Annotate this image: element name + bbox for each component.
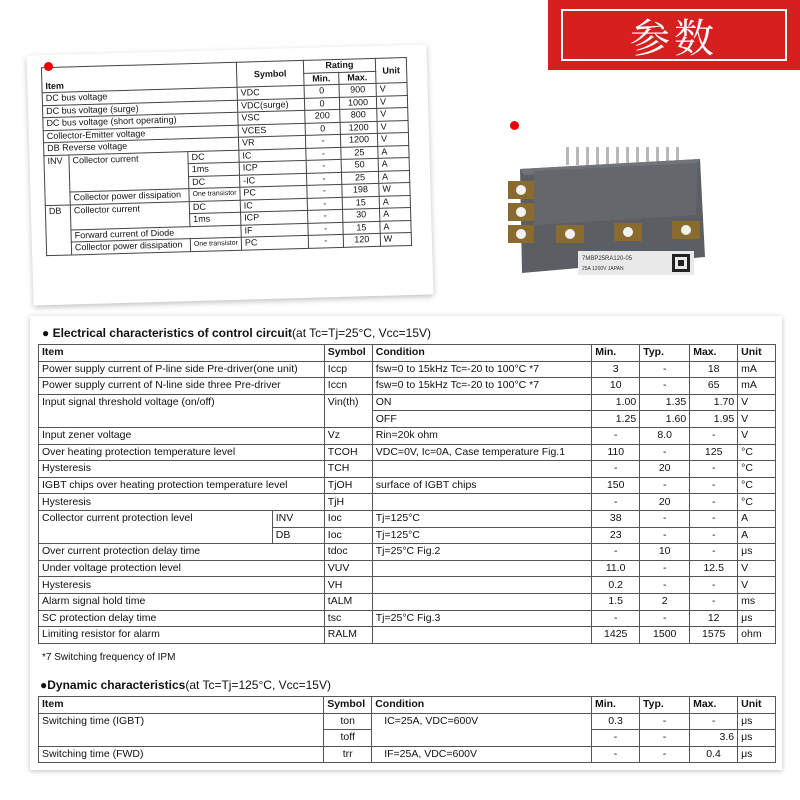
rating-row-max: 900 — [339, 83, 376, 97]
rating-row-item: DB Reverse voltage — [44, 137, 239, 155]
dyn-symbol: trr — [324, 746, 372, 763]
dyn-header-unit: Unit — [738, 697, 776, 714]
dynamic-title-cond: (at Tc=Tj=125°C, Vcc=15V) — [185, 678, 331, 692]
rating-header-item: Item — [41, 62, 237, 92]
ec-item: Hysteresis — [39, 461, 325, 478]
ec-unit: mA — [738, 361, 776, 378]
ec-item: Input zener voltage — [39, 427, 325, 444]
dyn-unit: μs — [738, 746, 776, 763]
rating-row-symbol: VSC — [238, 110, 305, 124]
rating-row-item: DC bus voltage — [42, 87, 237, 105]
ec-item: Input signal threshold voltage (on/off) — [39, 394, 325, 427]
absolute-rating-table-photo — [27, 44, 434, 305]
ec-typ: 20 — [640, 461, 690, 478]
dyn-typ: - — [640, 730, 690, 747]
rating-row-unit: V — [377, 120, 408, 133]
dyn-header-max: Max. — [690, 697, 738, 714]
table-row — [39, 610, 776, 627]
rating-inv-symbol: -IC — [239, 173, 306, 187]
rating-inv-unit: A — [378, 157, 409, 170]
rating-db-pd-max: 120 — [343, 233, 380, 247]
ec-min: - — [592, 461, 640, 478]
module-part-label: 7MBP25RA120-05 — [582, 256, 633, 262]
rating-header-unit: Unit — [375, 58, 407, 84]
ec-sub: DB — [272, 527, 324, 544]
ec-min: - — [592, 610, 640, 627]
ec-item: Over current protection delay time — [39, 544, 325, 561]
rating-header-rating: Rating — [303, 58, 375, 73]
ec-unit: V — [738, 427, 776, 444]
rating-inv-max: 25 — [341, 171, 378, 185]
ec-header-unit: Unit — [738, 345, 776, 362]
ec-max: 1.70 — [690, 394, 738, 411]
ec-max: 1575 — [690, 627, 738, 644]
ec-symbol: TCOH — [324, 444, 372, 461]
ec-symbol: TjOH — [324, 477, 372, 494]
rating-db-pd-label: Collector power dissipation — [71, 239, 190, 255]
rating-inv-pd-cond: One transistor — [189, 187, 240, 201]
ec-cond — [372, 627, 591, 644]
ec-typ: 1.35 — [640, 394, 690, 411]
ec-max: - — [690, 494, 738, 511]
rating-db-fwd-max: 15 — [343, 221, 380, 235]
rating-db-max: 30 — [342, 208, 379, 222]
rating-row-symbol: VDC — [237, 85, 304, 99]
ec-cond — [372, 494, 591, 511]
ec-unit: V — [738, 577, 776, 594]
marker-dot — [510, 121, 519, 130]
ec-unit: A — [738, 510, 776, 527]
rating-header-max: Max. — [339, 71, 376, 85]
electrical-title: Electrical characteristics of control circuit — [52, 326, 293, 340]
ec-min: 23 — [592, 527, 640, 544]
ec-min: - — [592, 427, 640, 444]
rating-header-min: Min. — [304, 72, 339, 85]
ec-unit: μs — [738, 544, 776, 561]
rating-db-cond: DC — [189, 200, 240, 214]
ec-unit: °C — [738, 477, 776, 494]
ec-item: SC protection delay time — [39, 610, 325, 627]
ec-symbol: RALM — [324, 627, 372, 644]
table-row — [39, 427, 776, 444]
ec-header-symbol: Symbol — [324, 345, 372, 362]
rating-row-symbol: VDC(surge) — [237, 98, 304, 112]
rating-db-pd-symbol: PC — [241, 235, 308, 249]
ec-item: Power supply current of P-line side Pre-driver(one unit) — [39, 361, 325, 378]
ec-max: 1.95 — [690, 411, 738, 428]
rating-db-fwd-unit: A — [380, 220, 411, 233]
rating-db-fwd-min: - — [308, 222, 343, 235]
rating-db-fwd-label: Forward current of Diode — [71, 225, 241, 242]
ec-cond: Tj=25°C Fig.3 — [372, 610, 591, 627]
electrical-characteristics-panel — [30, 316, 782, 770]
ec-sub: INV — [272, 510, 324, 527]
rating-inv-symbol: ICP — [239, 160, 306, 174]
dyn-typ: - — [640, 746, 690, 763]
ec-symbol: tALM — [324, 593, 372, 610]
dyn-max: 3.6 — [690, 730, 738, 747]
ec-min: - — [592, 494, 640, 511]
rating-inv-min: - — [306, 172, 341, 185]
rating-db-pd-unit: W — [380, 232, 411, 245]
ec-min: 0.2 — [592, 577, 640, 594]
ec-item: Collector current protection level — [39, 510, 273, 543]
ec-max: - — [690, 477, 738, 494]
ec-unit: A — [738, 527, 776, 544]
ec-min: 3 — [592, 361, 640, 378]
marker-dot — [44, 62, 53, 71]
rating-row-min: - — [305, 134, 340, 147]
ec-min: 1.5 — [592, 593, 640, 610]
table-row — [39, 510, 776, 527]
dyn-min: - — [591, 746, 639, 763]
table-row — [39, 746, 776, 763]
ec-unit: °C — [738, 461, 776, 478]
dyn-max: - — [690, 713, 738, 730]
module-sub-label: 25A 1200V JAPAN — [582, 266, 624, 272]
dyn-cond: IC=25A, VDC=600V — [372, 713, 592, 746]
rating-db-cond: 1ms — [190, 212, 241, 226]
rating-inv-pd-max: 198 — [342, 183, 379, 197]
ec-header-item: Item — [39, 345, 325, 362]
dyn-symbol: toff — [324, 730, 372, 747]
rating-row-unit: V — [377, 133, 408, 146]
ec-unit: V — [738, 411, 776, 428]
ec-symbol: VUV — [324, 560, 372, 577]
ec-unit: V — [738, 394, 776, 411]
dyn-unit: μs — [738, 730, 776, 747]
dyn-symbol: ton — [324, 713, 372, 730]
ec-item: Limiting resistor for alarm — [39, 627, 325, 644]
dyn-max: 0.4 — [690, 746, 738, 763]
rating-inv-cond: DC — [189, 175, 240, 189]
ec-typ: - — [640, 610, 690, 627]
rating-row-min: 0 — [305, 122, 340, 135]
absolute-rating-table — [41, 57, 412, 256]
ec-typ: 10 — [640, 544, 690, 561]
ec-unit: ohm — [738, 627, 776, 644]
rating-row-max: 1200 — [340, 133, 377, 147]
ec-symbol: Ioc — [324, 510, 372, 527]
rating-inv-min: - — [306, 159, 341, 172]
ec-typ: - — [640, 577, 690, 594]
rating-db-min: - — [307, 197, 342, 210]
ec-symbol: Vz — [324, 427, 372, 444]
ec-cond — [372, 577, 591, 594]
electrical-title-line: ● Electrical characteristics of control circuit(at Tc=Tj=25°C, Vcc=15V) — [42, 326, 432, 340]
ec-unit: ms — [738, 593, 776, 610]
ec-cond: Tj=125°C — [372, 510, 591, 527]
table-row — [39, 593, 776, 610]
ec-item: Under voltage protection level — [39, 560, 325, 577]
rating-row-unit: V — [377, 108, 408, 121]
ec-cond: OFF — [372, 411, 591, 428]
ec-cond: Tj=25°C Fig.2 — [372, 544, 591, 561]
ec-cond — [372, 560, 591, 577]
dyn-item: Switching time (IGBT) — [39, 713, 324, 746]
dynamic-table — [38, 696, 776, 763]
rating-inv-pd-unit: W — [379, 182, 410, 195]
rating-db-cc-label: Collector current — [70, 201, 190, 229]
ec-max: - — [690, 427, 738, 444]
ec-symbol: tsc — [324, 610, 372, 627]
ec-min: 11.0 — [592, 560, 640, 577]
ec-item: IGBT chips over heating protection temperature level — [39, 477, 325, 494]
electrical-title-cond: (at Tc=Tj=25°C, Vcc=15V) — [292, 326, 432, 340]
ec-symbol: TjH — [324, 494, 372, 511]
ec-unit: °C — [738, 444, 776, 461]
rating-row-item: DC bus voltage (surge) — [42, 100, 237, 118]
rating-db-pd-cond: One transistor — [190, 237, 241, 251]
ec-min: - — [592, 544, 640, 561]
ec-item: Power supply current of N-line side three Pre-driver — [39, 378, 325, 395]
ec-header-max: Max. — [690, 345, 738, 362]
ec-cond: Rin=20k ohm — [372, 427, 591, 444]
ec-min: 150 — [592, 477, 640, 494]
rating-inv-min: - — [306, 147, 341, 160]
dyn-header-condition: Condition — [372, 697, 592, 714]
rating-row-max: 1200 — [340, 121, 377, 135]
rating-row-item: DC bus voltage (short operating) — [43, 112, 238, 130]
rating-inv-pd-min: - — [307, 184, 342, 197]
ec-symbol: Iccn — [324, 378, 372, 395]
rating-inv-unit: A — [378, 145, 409, 158]
table-row — [39, 444, 776, 461]
ec-min: 1.25 — [592, 411, 640, 428]
dyn-header-typ: Typ. — [640, 697, 690, 714]
ec-typ: - — [640, 477, 690, 494]
rating-inv-cond: DC — [188, 150, 239, 164]
ec-unit: mA — [738, 378, 776, 395]
ec-symbol: VH — [324, 577, 372, 594]
table-row — [39, 713, 776, 730]
ec-typ: 1500 — [640, 627, 690, 644]
rating-db-symbol: ICP — [241, 210, 308, 224]
ec-header-min: Min. — [592, 345, 640, 362]
ec-symbol: Ioc — [324, 527, 372, 544]
ec-max: - — [690, 593, 738, 610]
ec-min: 10 — [592, 378, 640, 395]
dyn-header-symbol: Symbol — [324, 697, 372, 714]
dyn-min: - — [591, 730, 639, 747]
dyn-typ: - — [640, 713, 690, 730]
rating-row-unit: V — [376, 95, 407, 108]
dyn-item: Switching time (FWD) — [39, 746, 324, 763]
ec-cond: VDC=0V, Ic=0A, Case temperature Fig.1 — [372, 444, 591, 461]
table-row — [39, 544, 776, 561]
ec-typ: - — [640, 361, 690, 378]
ec-min: 1425 — [592, 627, 640, 644]
table-row — [39, 627, 776, 644]
ipm-module-image — [500, 145, 710, 285]
ec-max: 12 — [690, 610, 738, 627]
ec-max: - — [690, 527, 738, 544]
rating-row-min: 200 — [305, 109, 340, 122]
ec-header-condition: Condition — [372, 345, 591, 362]
ec-max: - — [690, 577, 738, 594]
ec-typ: 8.0 — [640, 427, 690, 444]
ec-max: 18 — [690, 361, 738, 378]
ec-typ: - — [640, 444, 690, 461]
dynamic-title-line: ●Dynamic characteristics(at Tc=Tj=125°C, Vcc=15V) — [40, 678, 331, 692]
table-row — [39, 361, 776, 378]
ec-symbol: Iccp — [324, 361, 372, 378]
ec-cond: fsw=0 to 15kHz Tc=-20 to 100°C *7 — [372, 378, 591, 395]
rating-db-pd-min: - — [308, 234, 343, 247]
ec-typ: 20 — [640, 494, 690, 511]
rating-inv-unit: A — [378, 170, 409, 183]
ec-cond — [372, 461, 591, 478]
dyn-header-min: Min. — [591, 697, 639, 714]
rating-row-item: Collector-Emitter voltage — [43, 125, 238, 143]
rating-row-min: 0 — [304, 97, 339, 110]
dyn-header-item: Item — [39, 697, 324, 714]
ec-item: Over heating protection temperature level — [39, 444, 325, 461]
dyn-min: 0.3 — [591, 713, 639, 730]
ec-min: 1.00 — [592, 394, 640, 411]
rating-db-max: 15 — [342, 196, 379, 210]
table-row — [39, 378, 776, 395]
dynamic-title: Dynamic characteristics — [47, 678, 186, 692]
ec-symbol: Vin(th) — [324, 394, 372, 427]
rating-db-fwd-symbol: IF — [241, 223, 308, 237]
ec-item: Hysteresis — [39, 577, 325, 594]
rating-inv-symbol: IC — [239, 148, 306, 162]
ec-max: - — [690, 461, 738, 478]
footnote: *7 Switching frequency of IPM — [42, 652, 176, 663]
ec-max: 12.5 — [690, 560, 738, 577]
rating-inv-cc-label: Collector current — [69, 151, 189, 192]
rating-inv-cond: 1ms — [188, 162, 239, 176]
ec-unit: °C — [738, 494, 776, 511]
rating-row-min: 0 — [304, 84, 339, 97]
rating-row-max: 800 — [340, 108, 377, 122]
ec-symbol: TCH — [324, 461, 372, 478]
ec-typ: 1.60 — [640, 411, 690, 428]
rating-row-symbol: VR — [238, 135, 305, 149]
page-title: 参数 — [561, 9, 787, 61]
ec-min: 110 — [592, 444, 640, 461]
header-badge — [548, 0, 800, 70]
rating-inv-max: 50 — [341, 158, 378, 172]
table-row — [39, 394, 776, 411]
ec-item: Alarm signal hold time — [39, 593, 325, 610]
rating-group-inv: INV — [44, 154, 70, 205]
ec-typ: - — [640, 378, 690, 395]
ec-min: 38 — [592, 510, 640, 527]
table-row — [39, 494, 776, 511]
ec-header-typ: Typ. — [640, 345, 690, 362]
rating-db-unit: A — [379, 195, 410, 208]
rating-db-symbol: IC — [240, 198, 307, 212]
rating-row-unit: V — [376, 83, 407, 96]
ec-typ: - — [640, 510, 690, 527]
rating-header-symbol: Symbol — [236, 60, 304, 87]
ec-typ: - — [640, 527, 690, 544]
ec-typ: 2 — [640, 593, 690, 610]
ec-typ: - — [640, 560, 690, 577]
table-row — [39, 477, 776, 494]
rating-inv-pd-symbol: PC — [240, 185, 307, 199]
rating-row-max: 1000 — [339, 96, 376, 110]
ec-cond: fsw=0 to 15kHz Tc=-20 to 100°C *7 — [372, 361, 591, 378]
ec-max: - — [690, 510, 738, 527]
ec-symbol: tdoc — [324, 544, 372, 561]
ec-max: 65 — [690, 378, 738, 395]
dyn-cond: IF=25A, VDC=600V — [372, 746, 592, 763]
rating-group-db: DB — [45, 204, 71, 255]
rating-row-symbol: VCES — [238, 123, 305, 137]
ec-max: - — [690, 544, 738, 561]
table-row — [39, 577, 776, 594]
ec-cond — [372, 593, 591, 610]
dyn-unit: μs — [738, 713, 776, 730]
electrical-table — [38, 344, 776, 644]
rating-db-unit: A — [379, 207, 410, 220]
ec-cond: surface of IGBT chips — [372, 477, 591, 494]
ec-cond: Tj=125°C — [372, 527, 591, 544]
ec-cond: ON — [372, 394, 591, 411]
ec-unit: μs — [738, 610, 776, 627]
ec-item: Hysteresis — [39, 494, 325, 511]
table-row — [39, 560, 776, 577]
rating-db-min: - — [307, 209, 342, 222]
ec-max: 125 — [690, 444, 738, 461]
rating-inv-max: 25 — [341, 146, 378, 160]
table-row — [39, 461, 776, 478]
rating-inv-pd-label: Collector power dissipation — [70, 189, 189, 205]
ec-unit: V — [738, 560, 776, 577]
